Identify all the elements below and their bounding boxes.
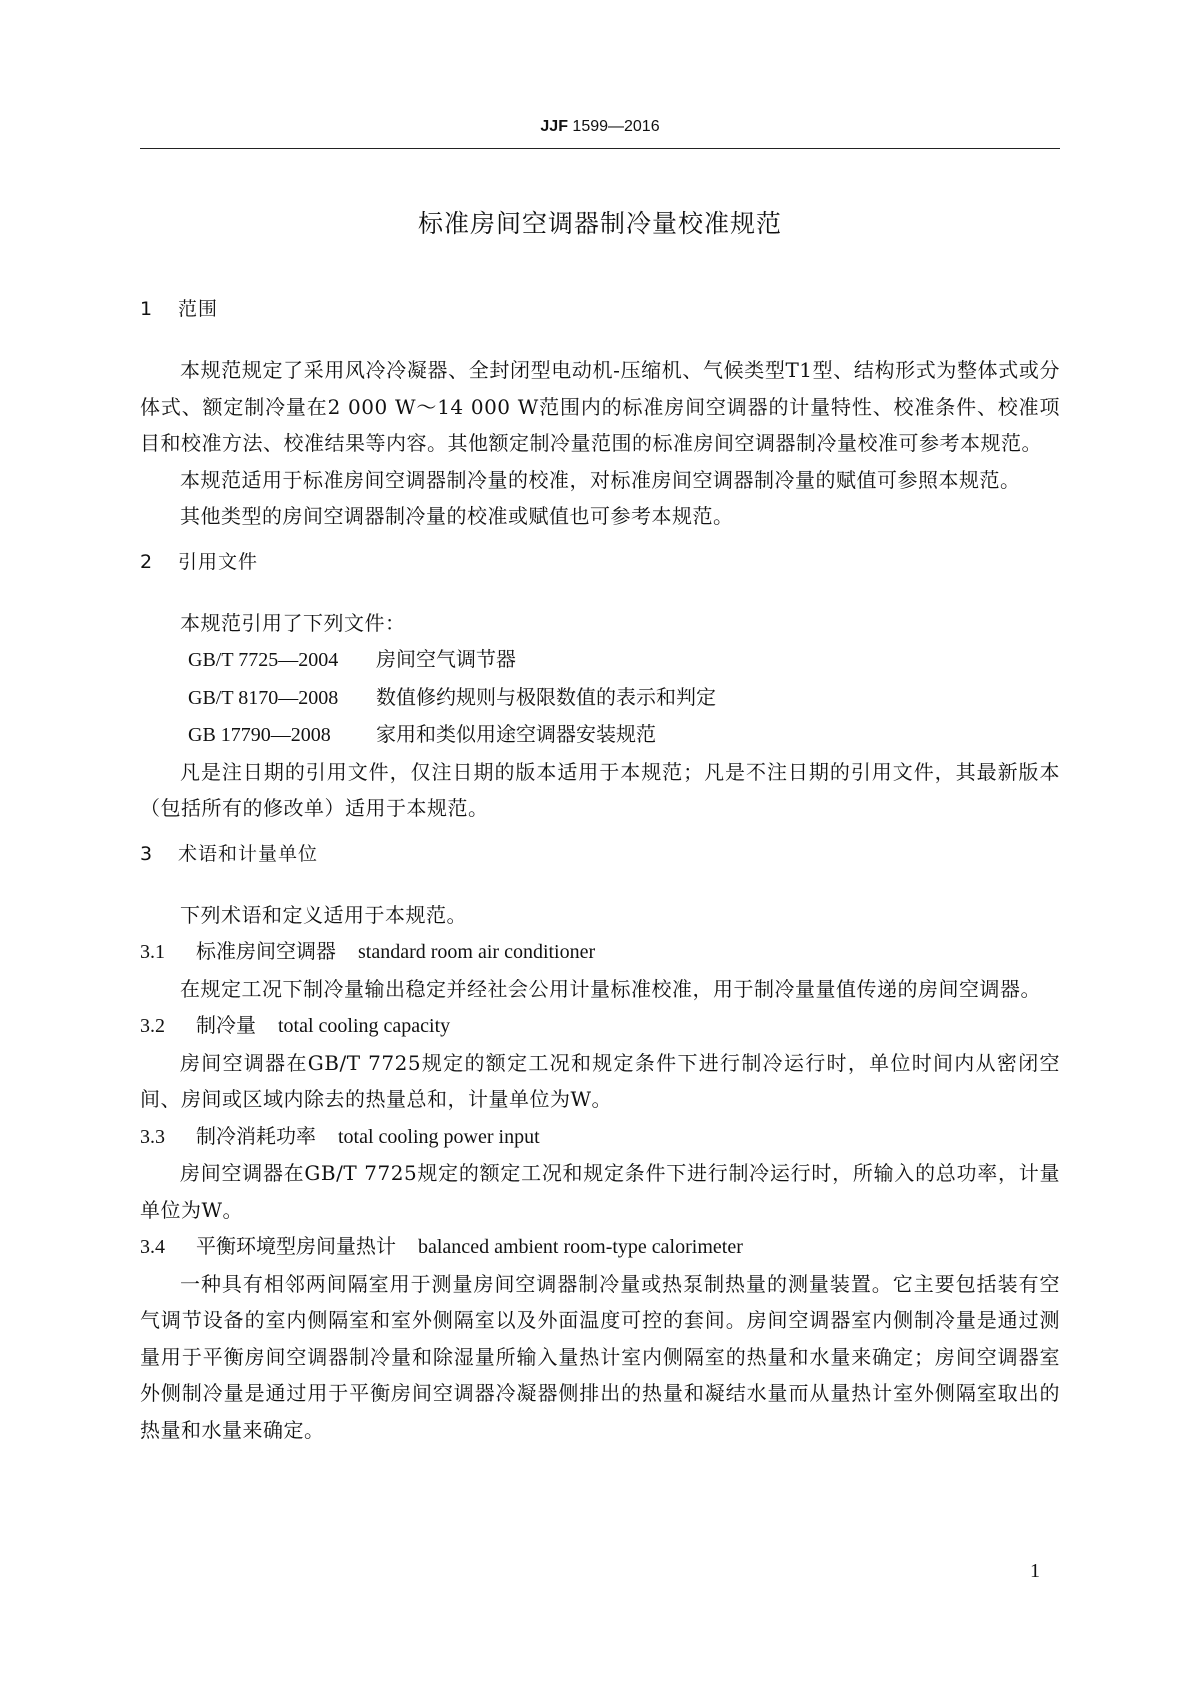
section-heading-references [140,549,1060,605]
term-heading [140,1007,1060,1045]
term-en: total cooling capacity [278,1015,451,1037]
paragraph: 其他类型的房间空调器制冷量的校准或赋值也可参考本规范。 [180,504,734,528]
document-title: 标准房间空调器制冷量校准规范 [417,209,782,238]
reference-title: 房间空气调节器 [376,647,516,671]
paragraph: 下列术语和定义适用于本规范。 [180,902,467,927]
section-title: 术语和计量单位 [178,842,319,865]
page-number: 1 [1030,1560,1040,1582]
term-definition: 在规定工况下制冷量输出稳定并经社会公用计量标准校准，用于制冷量量值传递的房间空调器。 [180,976,1041,1001]
reference-title: 数值修约规则与极限数值的表示和判定 [376,684,716,709]
term-heading [140,933,1060,971]
running-header [140,118,1060,136]
section-heading-scope [140,296,1060,352]
term-number: 3.3 [140,1125,165,1148]
term-definition: 房间空调器在GB/T 7725规定的额定工况和规定条件下进行制冷运行时，所输入的总功率，计量单位为W。 [140,1161,1060,1222]
reference-code: GB 17790—2008 [188,724,331,746]
section-number: 3 [140,842,154,865]
reference-item [140,641,1060,679]
header-code-number: 1599—2016 [567,118,660,135]
section-title: 引用文件 [178,550,259,573]
reference-code: GB/T 8170—2008 [188,686,339,709]
reference-code: GB/T 7725—2004 [188,649,339,671]
term-en: balanced ambient room-type calorimeter [418,1236,743,1258]
term-en: total cooling power input [338,1125,540,1148]
term-definition: 房间空调器在GB/T 7725规定的额定工况和规定条件下进行制冷运行时，单位时间内从密闭空间、房间或区域内除去的热量总和，计量单位为W。 [140,1050,1060,1111]
term-zh: 制冷消耗功率 [196,1123,316,1148]
term-zh: 平衡环境型房间量热计 [196,1234,396,1258]
header-code-prefix: JJF [540,118,568,135]
section-number: 2 [140,550,154,573]
document-body [140,296,1060,1448]
section-number: 1 [140,298,154,320]
section-title: 范围 [178,298,219,320]
term-definition: 一种具有相邻两间隔室用于测量房间空调器制冷量或热泵制热量的测量装置。它主要包括装有空气调节设备的室内侧隔室和室外侧隔室以及外面温度可控的套间。房间空调器室内侧制冷量是通过测量用于平衡房间空调器制冷量和除湿量所输入量热计室内侧隔室的热量和水量来确定；房间空调器室外侧制冷量是通过用于平衡房间空调器冷凝器侧排出的热量和凝结水量而从量热计室外侧隔室取出的热量和水量来确定。 [140,1271,1060,1442]
paragraph: 本规范引用了下列文件： [180,610,406,635]
term-zh: 制冷量 [196,1013,256,1037]
reference-item [140,716,1060,754]
term-number: 3.4 [140,1236,165,1258]
term-heading [140,1228,1060,1266]
reference-title: 家用和类似用途空调器安装规范 [376,722,656,746]
header-rule [140,148,1060,149]
term-heading [140,1118,1060,1156]
term-zh: 标准房间空调器 [196,939,336,963]
paragraph: 本规范适用于标准房间空调器制冷量的校准，对标准房间空调器制冷量的赋值可参照本规范。 [180,467,1021,492]
reference-item [140,679,1060,717]
paragraph: 本规范规定了采用风冷冷凝器、全封闭型电动机-压缩机、气候类型T1型、结构形式为整体式或分体式、额定制冷量在2 000 W～14 000 W范围内的标准房间空调器的计量特性、校准条件、校准项目和校准方法、校准结果等内容。其他额定制冷量范围的标准房间空调器制冷量校准可参考本规范。 [140,358,1060,455]
term-number: 3.2 [140,1015,165,1037]
term-number: 3.1 [140,941,165,963]
term-en: standard room air conditioner [358,941,596,963]
paragraph: 凡是注日期的引用文件，仅注日期的版本适用于本规范；凡是不注日期的引用文件，其最新版本（包括所有的修改单）适用于本规范。 [140,759,1060,820]
section-heading-terms [140,841,1060,897]
